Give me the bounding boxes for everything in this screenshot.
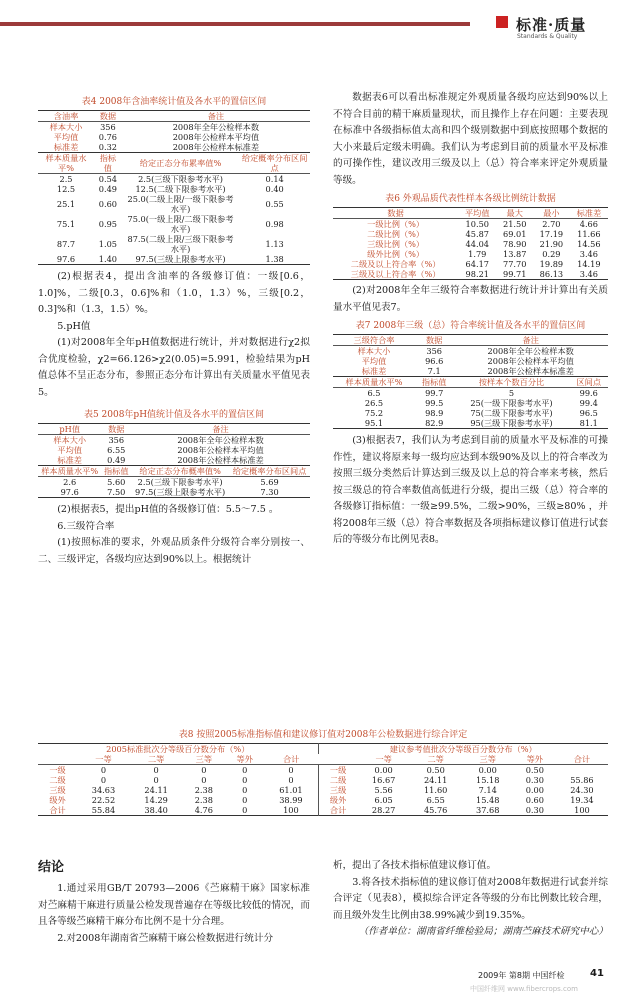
- table6-cell: 44.04: [465, 239, 489, 249]
- table7-row: [333, 356, 608, 366]
- table8: [38, 743, 608, 816]
- table7: [333, 334, 608, 429]
- table8-cell: 55.84: [91, 805, 116, 815]
- table7-cell: 82.9: [425, 418, 444, 428]
- table4-cell: 2008年公检样本平均值: [172, 132, 260, 142]
- table4-subrow: [38, 184, 310, 194]
- table5-subrow: [38, 487, 310, 498]
- table7-subheader: 样本质量水平%: [345, 377, 403, 387]
- table5-cell: 标准差: [57, 455, 82, 465]
- table6-cell: 级外比例（%）: [367, 249, 425, 259]
- table5-cell: 5.60: [107, 477, 126, 487]
- table6-row: [333, 249, 608, 259]
- table4-cell: 2.5: [59, 174, 73, 184]
- table7-cell: 356: [426, 346, 442, 356]
- table6: [333, 207, 608, 280]
- table8-cell: 0: [242, 785, 248, 795]
- table4-cell: 0.32: [98, 142, 118, 152]
- table6-cell: 78.90: [502, 239, 527, 249]
- table7-cell: 5: [508, 388, 515, 398]
- left-text-1-paragraph: (2)根据表4，提出含油率的各级修订值：一级[0.6，1.0]%，二级[0.3，0.6]%和（1.0，1.3）%，三级[0.2，0.3]%和（1.3，1.5）%。: [38, 271, 310, 315]
- table7-cell: 样本大小: [357, 346, 391, 356]
- table8-cell: 5.56: [374, 785, 393, 795]
- table5-caption: 表5 2008年pH值统计值及各水平的置信区间: [83, 410, 265, 420]
- table8-group-right: 建议参考值批次分等级百分数分布（%）: [389, 744, 537, 754]
- table6-row: [333, 229, 608, 239]
- table4-cell: 2008年全年公检样本数: [172, 122, 260, 132]
- table8-cell: 0: [153, 765, 159, 775]
- table6-cell: 17.19: [539, 229, 564, 239]
- conclusion-paragraph: 2.对2008年湖南省苎麻精干麻公检数据进行统计分: [57, 932, 274, 944]
- table4-row: [38, 122, 310, 133]
- table6-cell: 98.21: [465, 269, 489, 279]
- table5-cell: 97.6: [60, 487, 79, 497]
- table5-subheader: 给定概率分布区间点: [232, 466, 307, 476]
- table8-cell: 7.14: [478, 785, 497, 795]
- table6-row: [333, 269, 608, 280]
- table5-row: [38, 435, 310, 446]
- table5-subheader-row: [38, 466, 310, 477]
- table8-header-blank: [38, 754, 77, 765]
- table7-subrow: [333, 388, 608, 399]
- table8-cell: 55.86: [570, 775, 594, 785]
- table4-caption: 表4 2008年含油率统计值及各水平的置信区间: [81, 97, 267, 107]
- table4-cell: 356: [100, 122, 116, 132]
- table8-block: [38, 727, 608, 816]
- table6-cell: 13.87: [502, 249, 527, 259]
- table8-cell: 0.00: [525, 785, 544, 795]
- table8-cell: 15.48: [475, 795, 500, 805]
- table5-cell: 0.49: [107, 455, 126, 465]
- left-text-2-paragraph: (1)按照标准的要求，外观品质条件分级符合率分别按一、二、三级评定，各级均应达到90%以上。根据统计: [38, 537, 310, 565]
- table6-caption: 表6 外观品质代表性样本各级比例统计数据: [385, 194, 556, 204]
- table8-cell: 100: [264, 805, 318, 816]
- table5-subheader: 给定正态分布概率值%: [139, 466, 221, 476]
- table7-cell: 2008年公检样本平均值: [487, 356, 574, 366]
- table4-cell: 75.1: [56, 219, 76, 229]
- table4-subrow: [38, 234, 310, 254]
- table8-cell: 14.29: [144, 795, 168, 805]
- left-text-1: [38, 269, 310, 401]
- table6-cell: 一级比例（%）: [367, 219, 425, 229]
- table5-header: 备注: [212, 424, 229, 434]
- table8-cell: 二级: [49, 775, 66, 785]
- table7-cell: 99.6: [579, 388, 598, 398]
- table6-cell: 1.79: [468, 249, 487, 259]
- table4-cell: 2.5(三级下限参考水平): [138, 174, 223, 184]
- table6-cell: 11.66: [577, 229, 601, 239]
- table5-cell: 97.5(三级上限参考水平): [135, 487, 226, 497]
- table8-header: 合计: [282, 754, 300, 764]
- table8-cell: 0.30: [525, 805, 544, 815]
- table7-cell: 25(一级下限参考水平): [470, 398, 553, 408]
- table6-cell: 86.13: [539, 269, 564, 279]
- table5-row: [38, 445, 310, 455]
- table6-header: 平均值: [464, 208, 490, 218]
- table8-cell: 2.38: [194, 785, 213, 795]
- table4-cell: 12.5: [56, 184, 76, 194]
- table8-cell: 6.55: [426, 795, 445, 805]
- table8-cell: 100: [574, 805, 590, 815]
- table8-cell: 24.11: [144, 785, 168, 795]
- page-number: 41: [590, 968, 604, 979]
- table8-cell: 0.00: [478, 765, 497, 775]
- table7-cell: 标准差: [361, 366, 387, 376]
- table4-cell: 标准差: [53, 142, 79, 152]
- table5: [38, 423, 310, 498]
- right-text-3-paragraph: (3)根据表7，我们认为考虑到目前的质量水平及标准的可操作性，建议将原来每一级均应达到本级90%及以上的符合率改为按照三级分类然后计算达到三级及以上总的符合率来考核，然后按三级总的符合率数值高低进行分级，提出三级（总）符合率的各级修订指标值：一级≥99.5%，二级>90%，三级≥80% ，并将2008年三级（总）符合率数据及各项指标建议修订值进行试套后的等级分布比例见表8。: [333, 435, 608, 545]
- table8-cell: 0.50: [525, 765, 544, 775]
- table8-header: 三等: [195, 754, 213, 764]
- table7-subrow: [333, 398, 608, 408]
- table5-cell: 6.55: [107, 445, 126, 455]
- table4-subrow: [38, 194, 310, 214]
- table6-cell: 99.71: [502, 269, 527, 279]
- table7-subrow: [333, 418, 608, 429]
- table4-cell: 87.5(二级上限/三级下限参考水平): [127, 234, 234, 254]
- table8-row: [38, 765, 608, 776]
- watermark: 中国纤维网 www.fibercrops.com: [470, 985, 578, 993]
- conclusion-paragraph: 析，提出了各技术指标值建议修订值。: [333, 860, 497, 871]
- table8-cell: 0.30: [525, 775, 544, 785]
- table4-subheader: 指标值: [99, 153, 117, 173]
- right-text-1-paragraph: 数据表6可以看出标准规定外观质量各级均应达到90%以上不符合目前的精干麻质量现状，而且操作上存在问题：主要表现在标准中各级指标值太高和四个级别数据中到底按照哪个数据的大小来最后定级未明确。我们认为考虑到目前的质量水平及标准的可操作性，建议改用三级及以上（总）符合率来评定外观质量等级。: [333, 92, 608, 186]
- table7-subheader: 按样本个数百分比: [478, 377, 545, 387]
- table7-cell: 26.5: [364, 398, 384, 408]
- table6-cell: 3.46: [579, 249, 598, 259]
- table7-header: 三级符合率: [353, 335, 395, 345]
- section-title: 标准·质量: [516, 16, 587, 34]
- left-text-2-paragraph: (2)根据表5，提出pH值的各级修订值：5.5～7.5 。: [57, 504, 279, 515]
- table8-cell: 级外: [49, 795, 66, 805]
- table8-header: 等外: [236, 754, 253, 764]
- table7-cell: 6.5: [367, 388, 381, 398]
- left-column: [38, 94, 310, 568]
- table8-cell: 0: [264, 775, 318, 785]
- table6-cell: 19.89: [539, 259, 564, 269]
- table8-cell: 0.50: [426, 765, 445, 775]
- table6-cell: 64.17: [465, 259, 489, 269]
- table8-caption: 表8 按照2005标准指标值和建议修订值对2008年公检数据进行综合评定: [178, 730, 468, 740]
- table8-cell: 24.30: [570, 785, 594, 795]
- section-subtitle: Standards & Quality: [517, 33, 578, 40]
- table7-cell: 99.4: [579, 398, 598, 408]
- table8-cell: 合计: [49, 805, 66, 815]
- table8-cell: 4.76: [194, 805, 213, 815]
- table4-cell: 平均值: [53, 132, 79, 142]
- conclusion-right: [333, 858, 608, 941]
- table8-cell: 0: [201, 765, 207, 775]
- table7-subheader-row: [333, 377, 608, 388]
- table7-caption: 表7 2008年三级（总）符合率统计值及各水平的置信区间: [355, 321, 586, 331]
- table6-cell: 21.90: [539, 239, 564, 249]
- table8-header: 二等: [147, 754, 165, 764]
- table5-cell: 7.30: [260, 487, 279, 497]
- table4-cell: 25.1: [56, 199, 76, 209]
- table6-header: 最小: [543, 208, 560, 218]
- table8-cell: 0: [201, 775, 207, 785]
- table7-cell: 7.1: [427, 366, 441, 376]
- table6-row: [333, 239, 608, 249]
- table7-header: 数据: [425, 335, 443, 345]
- table4-cell: 97.6: [56, 254, 76, 264]
- table7-cell: 99.5: [425, 398, 444, 408]
- table5-subheader: 样本质量水平%: [41, 466, 99, 476]
- table7-cell: 2008年公检样本标准差: [487, 366, 574, 376]
- table4-cell: 0.14: [265, 174, 284, 184]
- left-text-2: [38, 502, 310, 568]
- table6-cell: 0.29: [542, 249, 561, 259]
- table6-row: [333, 219, 608, 230]
- table4-header: 数据: [99, 111, 117, 121]
- table4-cell: 0.49: [98, 184, 118, 194]
- table6-row: [333, 259, 608, 269]
- right-text-2: [333, 283, 608, 316]
- table7-subheader: 指标值: [421, 377, 447, 387]
- table7-cell: 96.5: [579, 408, 598, 418]
- table8-cell: 22.52: [91, 795, 116, 805]
- left-text-1-paragraph: (1)对2008年全年pH值数据进行统计，并对数据进行χ2拟合优度检验，χ2=66.126>χ2(0.05)=5.991，检验结果为pH值总体不呈正态分布，参照正态分布计算出有关质量水平值见表5。: [38, 337, 310, 398]
- table8-header: 一等: [375, 754, 392, 764]
- table8-cell: 0: [242, 765, 248, 775]
- table8-cell: 0: [264, 765, 318, 776]
- table8-row: [38, 785, 608, 795]
- table7-cell: 75.2: [364, 408, 384, 418]
- table4-cell: 0.76: [98, 132, 118, 142]
- table4-cell: 0.98: [265, 219, 284, 229]
- table4-cell: 1.40: [98, 254, 118, 264]
- right-column: [333, 90, 608, 549]
- table5-cell: 2008年全年公检样本数: [177, 435, 264, 445]
- table7-cell: 95.1: [364, 418, 384, 428]
- table5-subheader: 指标值: [103, 466, 129, 476]
- table4: [38, 110, 310, 265]
- table8-header: 等外: [526, 754, 543, 764]
- table5-cell: 356: [108, 435, 125, 445]
- table8-row: [38, 795, 608, 805]
- table4-header: 备注: [207, 111, 225, 121]
- table4-cell: 75.0(一级上限/二级下限参考水平): [127, 214, 234, 234]
- table4-cell: 87.7: [56, 239, 76, 249]
- table5-subrow: [38, 477, 310, 488]
- table7-row: [333, 346, 608, 357]
- table8-cell: 24.11: [423, 775, 448, 785]
- table6-header: 数据: [387, 208, 404, 218]
- conclusion-paragraph: 1.通过采用GB/T 20793—2006《苎麻精干麻》国家标准对苎麻精干麻进行质量公检发现普遍存在等级比较低的情况，而且各等级苎麻精干麻分布比例不是十分合理。: [38, 883, 310, 927]
- table4-cell: 1.38: [265, 254, 284, 264]
- table8-header: 三等: [479, 754, 496, 764]
- table5-cell: 7.50: [107, 487, 126, 497]
- table8-header: 二等: [427, 754, 444, 764]
- table4-subrow: [38, 214, 310, 234]
- table8-header: 一等: [95, 754, 112, 764]
- table8-header-blank: [318, 754, 358, 765]
- table8-cell: 28.27: [371, 805, 396, 815]
- table8-cell: 0.00: [374, 765, 393, 775]
- table8-cell: 0: [153, 775, 159, 785]
- table5-cell: 2.6: [63, 477, 77, 487]
- table8-row: [38, 805, 608, 816]
- table8-group-left: 2005标准批次分等级百分数分布（%）: [38, 744, 318, 755]
- issue-info: 2009年 第8期 中国纤检: [478, 971, 565, 980]
- table8-cell: 0: [242, 775, 248, 785]
- table7-cell: 98.9: [425, 408, 444, 418]
- table8-row: [38, 775, 608, 785]
- table4-row: [38, 132, 310, 142]
- table4-subheader: 给定概率分布区间点: [241, 153, 308, 173]
- table4-cell: 1.13: [265, 239, 284, 249]
- table6-cell: 三级比例（%）: [367, 239, 425, 249]
- table5-cell: 2008年公检样本平均值: [177, 445, 264, 455]
- table4-cell: 0.55: [265, 199, 284, 209]
- table5-header: pH值: [59, 424, 80, 434]
- table6-cell: 69.01: [502, 229, 527, 239]
- table8-cell: 0: [242, 805, 248, 815]
- table6-cell: 3.46: [579, 269, 598, 279]
- table8-cell: 三级: [329, 785, 347, 795]
- table7-cell: 96.6: [425, 356, 444, 366]
- table7-cell: 81.1: [579, 418, 598, 428]
- table8-cell: 一级: [329, 765, 347, 775]
- table4-cell: 0.95: [98, 219, 118, 229]
- table8-cell: 15.18: [475, 775, 500, 785]
- table7-cell: 75(二级下限参考水平): [470, 408, 553, 418]
- table6-cell: 77.70: [502, 259, 527, 269]
- table4-cell: 0.40: [265, 184, 284, 194]
- table5-cell: 平均值: [57, 445, 82, 455]
- table8-cell: 37.68: [475, 805, 500, 815]
- table6-cell: 45.87: [465, 229, 489, 239]
- table7-row: [333, 366, 608, 377]
- header-bar: [0, 22, 470, 26]
- table4-subheader: 样本质量水平%: [45, 153, 87, 173]
- table6-cell: 4.66: [579, 219, 598, 229]
- table8-cell: 2.38: [194, 795, 213, 805]
- left-text-1-paragraph: 5.pH值: [57, 320, 91, 332]
- table7-subrow: [333, 408, 608, 418]
- table4-cell: 97.5(三级上限参考水平): [135, 254, 226, 264]
- table8-cell: 16.67: [371, 775, 396, 785]
- table6-header: 最大: [506, 208, 523, 218]
- table7-cell: 95(三级下限参考水平): [470, 418, 553, 428]
- table8-cell: 合计: [329, 805, 347, 815]
- table6-cell: 14.56: [577, 239, 601, 249]
- table8-cell: 一级: [49, 765, 66, 775]
- table6-cell: 2.70: [542, 219, 561, 229]
- table5-header: 数据: [108, 424, 125, 434]
- header-square-icon: [496, 16, 508, 28]
- table6-header: 标准差: [576, 208, 602, 218]
- table8-cell: 38.40: [144, 805, 168, 815]
- table7-subheader: 区间点: [576, 377, 602, 387]
- table4-cell: 2008年公检样本标准差: [172, 142, 260, 152]
- table4-cell: 样本大小: [49, 122, 83, 132]
- table4-cell: 0.60: [98, 199, 118, 209]
- table6-cell: 二级比例（%）: [367, 229, 425, 239]
- table8-cell: 0.60: [525, 795, 544, 805]
- table8-cell: 0: [242, 795, 248, 805]
- table4-subheader: 给定正态分布累率值%: [139, 158, 222, 168]
- table8-cell: 0: [100, 775, 107, 785]
- left-text-2-paragraph: 6.三级符合率: [57, 520, 115, 532]
- table6-cell: 21.50: [502, 219, 527, 229]
- table8-cell: 38.99: [264, 795, 318, 805]
- right-text-1: [333, 90, 608, 189]
- right-text-3: [333, 433, 608, 549]
- right-text-2-paragraph: (2)对2008年全年三级符合率数据进行统计并计算出有关质量水平值见表7。: [333, 285, 608, 313]
- table7-header: 备注: [522, 335, 539, 345]
- table8-cell: 三级: [49, 785, 66, 795]
- conclusion-left: [38, 856, 310, 947]
- table8-cell: 11.60: [423, 785, 448, 795]
- table4-cell: 0.54: [98, 174, 118, 184]
- table8-cell: 34.63: [91, 785, 116, 795]
- table8-cell: 二级: [329, 775, 347, 785]
- table8-cell: 45.76: [423, 805, 448, 815]
- table6-cell: 14.19: [577, 259, 601, 269]
- table4-subheader-row: [38, 153, 310, 174]
- table5-cell: 5.69: [260, 477, 279, 487]
- table4-header: 含油率: [53, 111, 79, 121]
- table8-cell: 6.05: [374, 795, 393, 805]
- table5-cell: 2.5(三级下限参考水平): [137, 477, 223, 487]
- table4-cell: 12.5(二级下限参考水平): [135, 184, 226, 194]
- table7-cell: 平均值: [361, 356, 387, 366]
- table8-header: 合计: [573, 754, 591, 764]
- table4-subrow: [38, 174, 310, 185]
- table4-row: [38, 142, 310, 153]
- table8-cell: 级外: [329, 795, 347, 805]
- table4-cell: 1.05: [98, 239, 118, 249]
- table8-cell: 19.34: [570, 795, 594, 805]
- table5-cell: 2008年公检样本标准差: [177, 455, 264, 465]
- table6-cell: 10.50: [465, 219, 489, 229]
- table6-cell: 三级及以上符合率（%）: [350, 269, 441, 279]
- table8-cell: 0: [100, 765, 107, 775]
- table7-cell: 99.7: [425, 388, 444, 398]
- conclusion-paragraph: 3.将各技术指标值的建议修订值对2008年数据进行试套并综合评定（见表8），模拟综合评定各等级的分布比例数比较合理，而且级外发生比例由38.99%减少到19.35%。: [333, 876, 608, 921]
- table4-cell: 25.0(二级上限/一级下限参考水平): [127, 194, 234, 214]
- table5-row: [38, 455, 310, 466]
- conclusion-title: 结论: [38, 860, 65, 875]
- table7-cell: 2008年全年公检样本数: [487, 346, 574, 356]
- table8-cell: 61.01: [264, 785, 318, 795]
- table4-subrow: [38, 254, 310, 265]
- author-affiliation: （作者单位：湖南省纤维检验局；湖南苎麻技术研究中心）: [358, 926, 608, 937]
- table5-cell: 样本大小: [53, 435, 87, 445]
- table6-cell: 二级及以上符合率（%）: [350, 259, 441, 269]
